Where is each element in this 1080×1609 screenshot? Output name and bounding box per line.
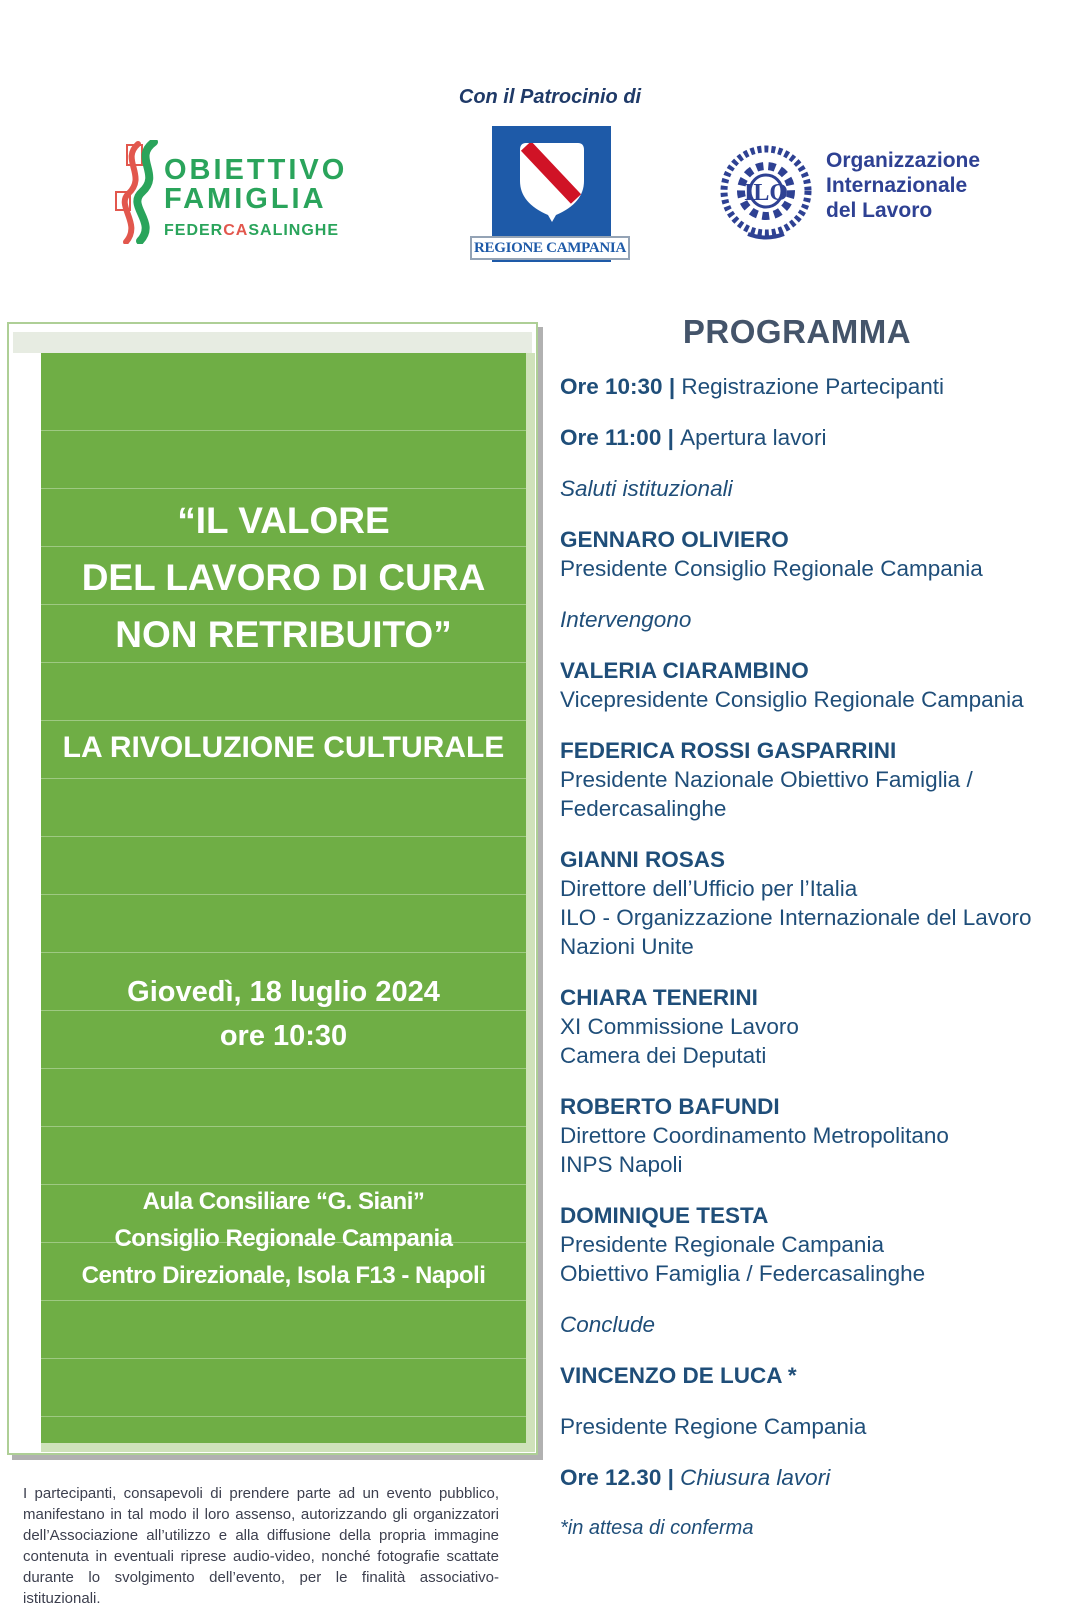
- program-item: Presidente Regione Campania: [560, 1414, 867, 1439]
- program-list: [560, 372, 1034, 1543]
- program-item: VALERIA CIARAMBINO Vicepresidente Consiglio Regionale Campania: [560, 658, 1024, 712]
- ilo-emblem-icon: [718, 142, 814, 240]
- program-item: Saluti istituzionali: [560, 476, 733, 501]
- program-item: Ore 10:30 | Registrazione Partecipanti: [560, 374, 945, 399]
- obiettivo-label: OBIETTIVO: [164, 154, 348, 186]
- program-item: DOMINIQUE TESTA Presidente Regionale Campania Obiettivo Famiglia / Federcasalinghe: [560, 1203, 926, 1286]
- privacy-disclaimer: I partecipanti, consapevoli di prendere parte ad un evento pubblico, manifestano in tal modo il loro assenso, autorizzando gli organizzatori dell’Associazione all’utilizzo e alla diffusione della propria immagine contenuta in eventuali riprese audio-video, nonché fotografie scattate durante lo svolgimento dell’evento, per le finalità associativo-istituzionali.: [23, 1485, 499, 1607]
- program-item: Intervengono: [560, 607, 692, 632]
- panel-top-band: [13, 332, 532, 353]
- event-poster-panel: [7, 322, 538, 1455]
- program-item: ROBERTO BAFUNDI Direttore Coordinamento Metropolitano INPS Napoli: [560, 1094, 949, 1177]
- federcasalinghe-label: FEDERCASALINGHE: [164, 222, 340, 239]
- program-item: Conclude: [560, 1312, 656, 1337]
- patronage-label: Con il Patrocinio di: [458, 86, 642, 108]
- program-item: GENNARO OLIVIERO Presidente Consiglio Regionale Campania: [560, 527, 983, 581]
- ilo-monogram: ILO: [743, 180, 789, 206]
- famiglia-label: FAMIGLIA: [164, 183, 327, 215]
- program-section: [560, 312, 1034, 1543]
- event-date: Giovedì, 18 luglio 2024 ore 10:30: [127, 976, 440, 1052]
- program-item: FEDERICA ROSSI GASPARRINI Presidente Nazionale Obiettivo Famiglia / Federcasalinghe: [560, 738, 973, 821]
- program-item: GIANNI ROSAS Direttore dell’Ufficio per l’Italia ILO - Organizzazione Internazionale del Lavoro Nazioni Unite: [560, 847, 1032, 959]
- event-subtitle: LA RIVOLUZIONE CULTURALE: [62, 731, 505, 764]
- program-item: Ore 11:00 | Apertura lavori: [560, 425, 827, 450]
- regione-campania-logo: [470, 126, 630, 264]
- event-title: “IL VALORE DEL LAVORO DI CURA NON RETRIBUITO”: [81, 500, 486, 655]
- program-item: VINCENZO DE LUCA *: [560, 1363, 797, 1388]
- ilo-logo: [718, 142, 1008, 242]
- regione-campania-shield-icon: [520, 143, 584, 223]
- event-venue: Aula Consiliare “G. Siani” Consiglio Regionale Campania Centro Direzionale, Isola F13 - Napoli: [81, 1188, 486, 1289]
- obiettivo-famiglia-logo: [112, 140, 362, 246]
- panel-green-table: [41, 353, 535, 1452]
- program-item: CHIARA TENERINI XI Commissione Lavoro Camera dei Deputati: [560, 985, 799, 1068]
- program-item: *in attesa di conferma: [560, 1517, 754, 1539]
- program-item: Ore 12.30 | Chiusura lavori: [560, 1465, 831, 1490]
- regione-campania-label: REGIONE CAMPANIA: [470, 236, 630, 260]
- program-title: PROGRAMMA: [682, 313, 912, 350]
- obiettivo-famiglia-mark-icon: [112, 140, 170, 244]
- ilo-wordmark: Organizzazione Internazionale del Lavoro: [826, 149, 981, 222]
